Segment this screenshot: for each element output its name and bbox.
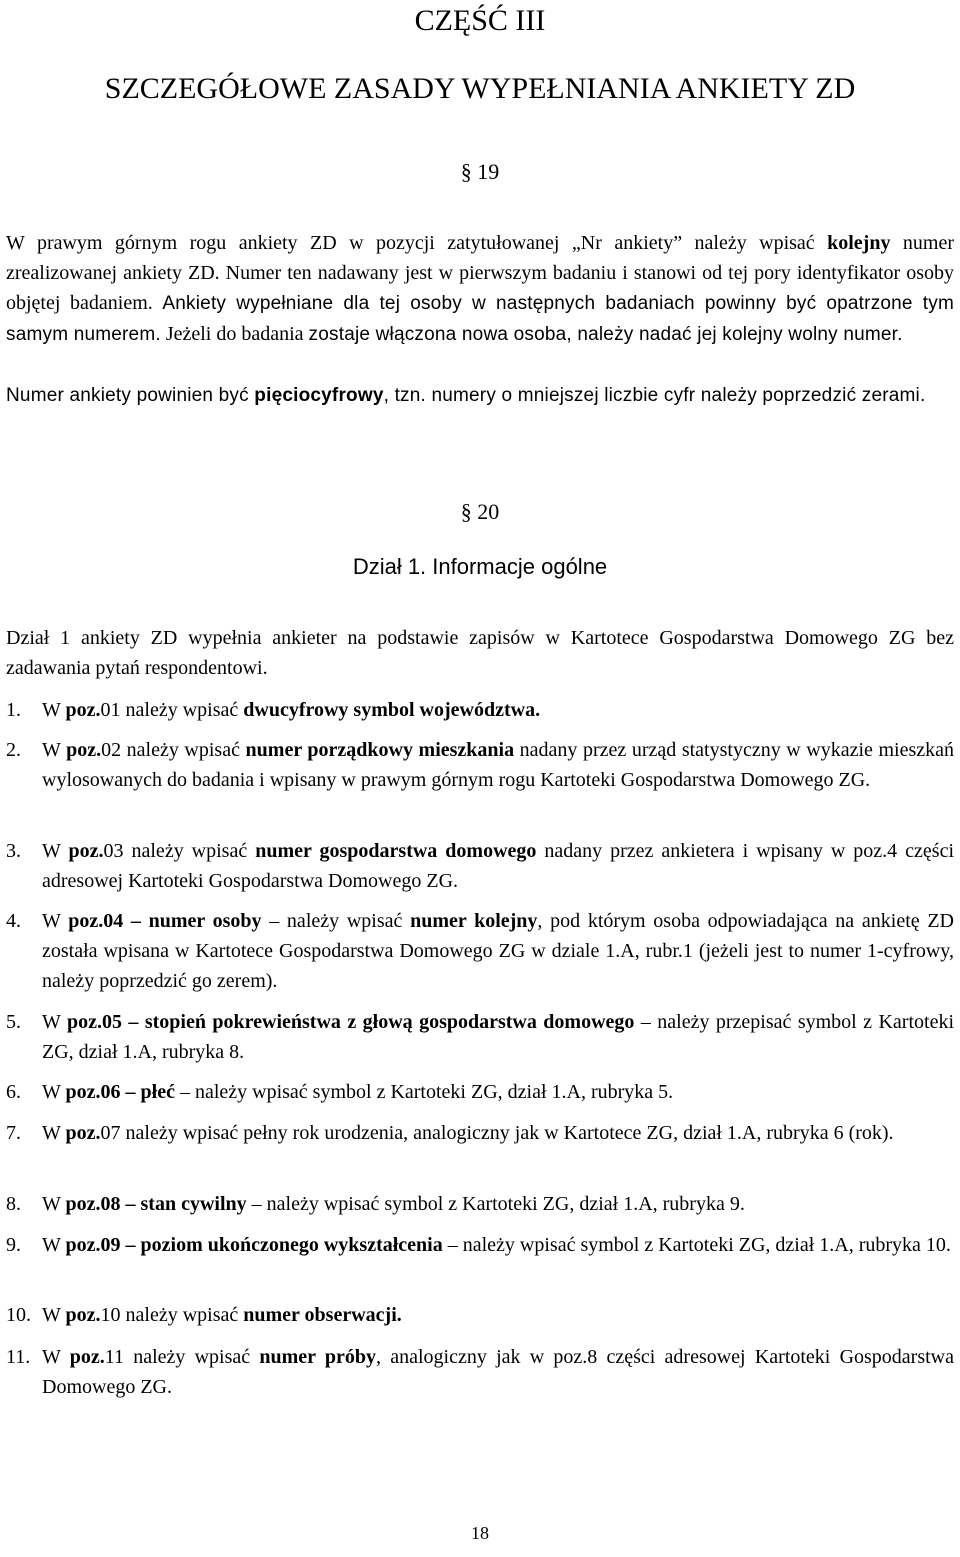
document-title: SZCZEGÓŁOWE ZASADY WYPEŁNIANIA ANKIETY ZD: [104, 72, 856, 105]
list-item: 9. W poz.09 – poziom ukończonego wykształcenia – należy wpisać symbol z Kartoteki ZG, dział 1.A, rubryka 10.: [6, 1234, 951, 1256]
list-item: 1. W poz.01 należy wpisać dwucyfrowy symbol województwa.: [6, 699, 541, 721]
list-item: 7. W poz.07 należy wpisać pełny rok urodzenia, analogiczny jak w Kartotece ZG, dział 1.A, rubryka 6 (rok).: [6, 1122, 894, 1144]
list-item: 3. W poz.03 należy wpisać numer gospodarstwa domowego nadany przez ankietera i wpisany w poz.4 części adresowej Kartoteki Gospodarstwa Domowego ZG.: [6, 840, 955, 892]
section-20-heading: Dział 1. Informacje ogólne: [352, 554, 608, 579]
list-item: 10. W poz.10 należy wpisać numer obserwacji.: [6, 1304, 402, 1326]
part-title: CZĘŚĆ III: [414, 4, 546, 37]
page-number: 18: [471, 1523, 489, 1543]
section-19-paragraph-1: W prawym górnym rogu ankiety ZD w pozycji zatytułowanej „Nr ankiety” należy wpisać kolejny numer zrealizowanej ankiety ZD. Numer ten nadawany jest w pierwszym badaniu i stanowi od tej pory identyfikator osoby objętej badaniem. Ankiety wypełniane dla tej osoby w następnych badaniach powinny być opatrzone tym samym numerem. Jeżeli do badania zostaje włączona nowa osoba, należy nadać jej kolejny wolny numer.: [6, 232, 955, 345]
list-item: 2. W poz.02 należy wpisać numer porządkowy mieszkania nadany przez urząd statystyczny w wykazie mieszkań wylosowanych do badania i wpisany w prawym górnym rogu Kartoteki Gospodarstwa Domowego ZG.: [6, 739, 955, 791]
section-20-mark: § 20: [460, 499, 500, 524]
list-item: 5. W poz.05 – stopień pokrewieństwa z głową gospodarstwa domowego – należy przepisać symbol z Kartoteki ZG, dział 1.A, rubryka 8.: [6, 1011, 955, 1063]
list-item: 6. W poz.06 – płeć – należy wpisać symbol z Kartoteki ZG, dział 1.A, rubryka 5.: [6, 1081, 674, 1103]
list-item: 11. W poz.11 należy wpisać numer próby, analogiczny jak w poz.8 części adresowej Kartoteki Gospodarstwa Domowego ZG.: [6, 1346, 955, 1398]
list-item: 4. W poz.04 – numer osoby – należy wpisać numer kolejny, pod którym osoba odpowiadająca na ankietę ZD została wpisana w Kartotece Gospodarstwa Domowego ZG w dziale 1.A, rubr.1 (jeżeli jest to numer 1-cyfrowy, należy poprzedzić go zerem).: [6, 910, 954, 992]
section-19-mark: § 19: [460, 159, 500, 184]
section-20-intro: Dział 1 ankiety ZD wypełnia ankieter na podstawie zapisów w Kartotece Gospodarstwa Domowego ZG bez zadawania pytań respondentowi.: [6, 627, 954, 679]
list-item: 8. W poz.08 – stan cywilny – należy wpisać symbol z Kartoteki ZG, dział 1.A, rubryka 9.: [6, 1193, 745, 1215]
section-19-paragraph-2: Numer ankiety powinien być pięciocyfrowy, tzn. numery o mniejszej liczbie cyfr należy poprzedzić zerami.: [6, 385, 926, 406]
